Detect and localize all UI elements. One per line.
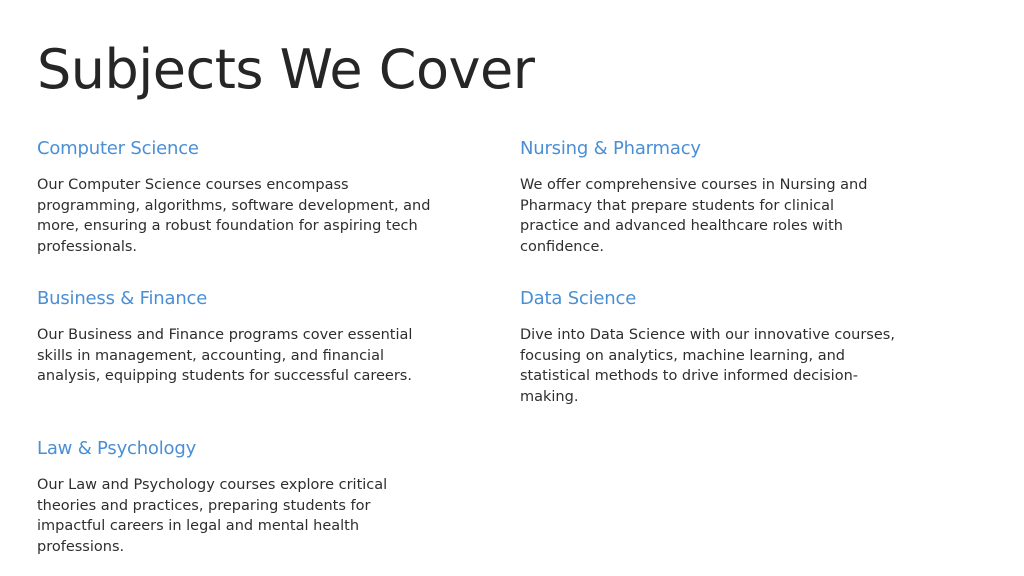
subject-title: Nursing & Pharmacy [520,138,701,159]
subject-computer-science [37,137,432,257]
subject-description: Our Computer Science courses encompass programming, algorithms, software development, and more, ensuring a robust foundation for aspiring tech professionals. [37,177,431,255]
subject-law-psychology [37,437,402,557]
subject-data-science [520,287,905,407]
subject-description: We offer comprehensive courses in Nursing and Pharmacy that prepare students for clinical practice and advanced healthcare roles with confidence. [520,177,868,255]
subject-title: Computer Science [37,138,199,159]
subject-description: Our Law and Psychology courses explore critical theories and practices, preparing students for impactful careers in legal and mental health professions. [37,477,388,555]
page-title: Subjects We Cover [37,38,535,101]
subject-title: Data Science [520,288,637,309]
subject-title: Business & Finance [37,288,208,309]
subject-description: Our Business and Finance programs cover essential skills in management, accounting, and financial analysis, equipping students for successful careers. [37,327,413,384]
subject-business-finance [37,287,437,387]
subject-title: Law & Psychology [37,438,197,459]
subject-description: Dive into Data Science with our innovative courses, focusing on analytics, machine learning, and statistical methods to drive informed decision-making. [520,327,895,405]
subject-nursing-pharmacy [520,137,890,257]
